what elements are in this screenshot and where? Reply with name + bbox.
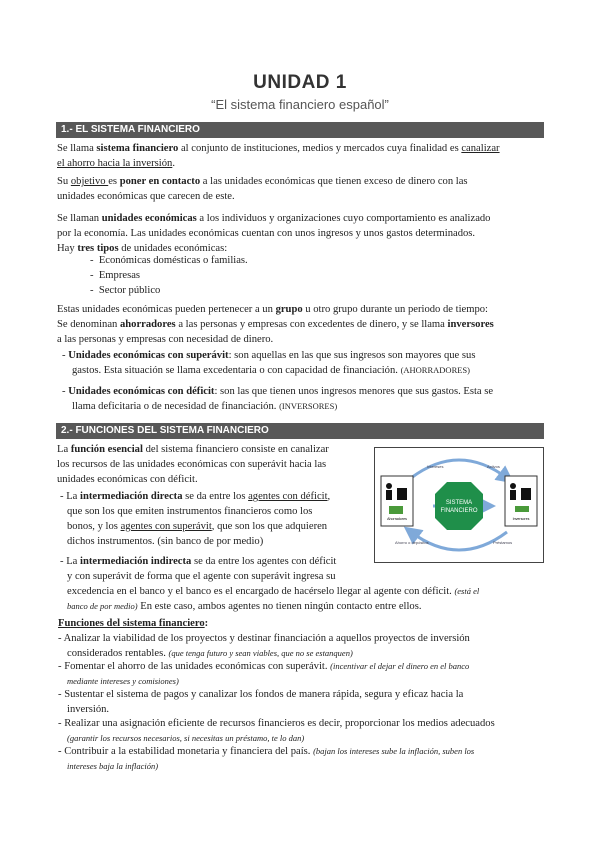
label-bottom-left: Ahorro o depósitos xyxy=(395,540,429,545)
function-item: - Sustentar el sistema de pagos y canalizar los fondos de manera rápida, segura y eficaz hacia la inversión. xyxy=(58,689,464,715)
left-caption: Ahorradores xyxy=(387,517,407,521)
factory-icon xyxy=(397,488,407,500)
paragraph-function: La función esencial del sistema financiero consiste en canalizar los recursos de las unidades económicas con superávit hacia las unidades económicas con déficit. xyxy=(57,444,329,485)
center-octagon xyxy=(435,482,483,530)
function-item: - Contribuir a la estabilidad monetaria y financiera del país. (bajan los intereses sube la inflación, suben los intereses baja la inflación) xyxy=(58,746,475,771)
label-top: Intereses xyxy=(427,464,444,469)
center-label-2: FINANCIERO xyxy=(440,508,478,514)
page-title: UNIDAD 1 xyxy=(253,72,347,93)
paragraph-definition: Se llama sistema financiero al conjunto de instituciones, medios y mercados cuya finalidad es canalizar el ahorro hacia la inversión. xyxy=(57,143,500,169)
list-item-direct: - La intermediación directa se da entre los agentes con déficit, que son los que emiten instrumentos financieros como los bonos, y los agentes con superávit, que son los que adquieren dichos instrumentos. (sin banco de por medio) xyxy=(60,491,331,547)
section-2-heading: 2.- FUNCIONES DEL SISTEMA FINANCIERO xyxy=(56,423,544,439)
functions-title: Funciones del sistema financiero: xyxy=(58,618,209,629)
list-item: - Económicas domésticas o familias. xyxy=(90,255,248,266)
arrow-top xyxy=(411,460,507,478)
list-item-indirect: - La intermediación indirecta se da entre los agentes con déficit y con superávit de forma que el agente con superávit ingresa su excedencia en el banco y el banco es el encargado de hacérselo llegar al agente con déficit. (está el banco de por medio) En este caso, ambos agentes no tienen ningún contacto entre ellos. xyxy=(60,556,480,612)
right-caption: Inversores xyxy=(512,517,530,521)
label-top-right: Activos xyxy=(487,464,500,469)
money-icon xyxy=(389,506,403,514)
person-icon xyxy=(510,490,516,500)
paragraph-objective: Su objetivo es poner en contacto a las unidades económicas que tienen exceso de dinero con las unidades económicas que carecen de este. xyxy=(57,176,468,202)
person-icon xyxy=(386,483,392,489)
list-item-superavit: - Unidades económicas con superávit: son aquellas en las que sus ingresos son mayores que sus gastos. Esta situación se llama excedentaria o con capacidad de financiación. (AHORRADORES) xyxy=(62,350,476,376)
center-label-1: SISTEMA xyxy=(445,500,473,506)
paragraph-groups: Estas unidades económicas pueden pertenecer a un grupo u otro grupo durante un periodo de tiempo: Se denominan ahorradores a las personas y empresas con excedentes de dinero, y se llama inversores a las personas y empresas con necesidad de dinero. xyxy=(57,304,494,345)
person-icon xyxy=(386,490,392,500)
money-icon xyxy=(515,506,529,512)
diagram-svg xyxy=(375,448,543,562)
list-item-deficit: - Unidades económicas con déficit: son las que tienen unos ingresos menores que sus gastos. Esta se llama deficitaria o de necesidad de financiación. (INVERSORES) xyxy=(62,386,494,412)
page-subtitle: “El sistema financiero español” xyxy=(211,97,389,112)
financial-system-diagram xyxy=(374,447,544,563)
function-item: - Realizar una asignación eficiente de recursos financieros es decir, proporcionar los medios adecuados (garantir los recursos necesarios, si necesitas un préstamo, te lo dan) xyxy=(58,718,495,743)
label-bottom-right: Préstamos xyxy=(493,540,513,545)
list-item: - Sector público xyxy=(90,285,161,296)
person-icon xyxy=(510,483,516,489)
section-1-heading: 1.- EL SISTEMA FINANCIERO xyxy=(56,122,544,138)
factory-icon xyxy=(521,488,531,500)
list-item: - Empresas xyxy=(90,270,141,281)
function-item: - Analizar la viabilidad de los proyectos y destinar financiación a aquellos proyectos de inversión considerados rentables. (que tenga futuro y sean viables, que no se estanquen) xyxy=(58,633,470,659)
paragraph-units: Se llaman unidades económicas a los individuos y organizaciones cuyo comportamiento es analizado por la economía. Las unidades económicas cuentan con unos ingresos y unos gastos determinados. Hay tres tipos de unidades económicas: xyxy=(57,213,491,254)
function-item: - Fomentar el ahorro de las unidades económicas con superávit. (incentivar el dejar el dinero en el banco mediante intereses y comisiones) xyxy=(58,661,470,686)
